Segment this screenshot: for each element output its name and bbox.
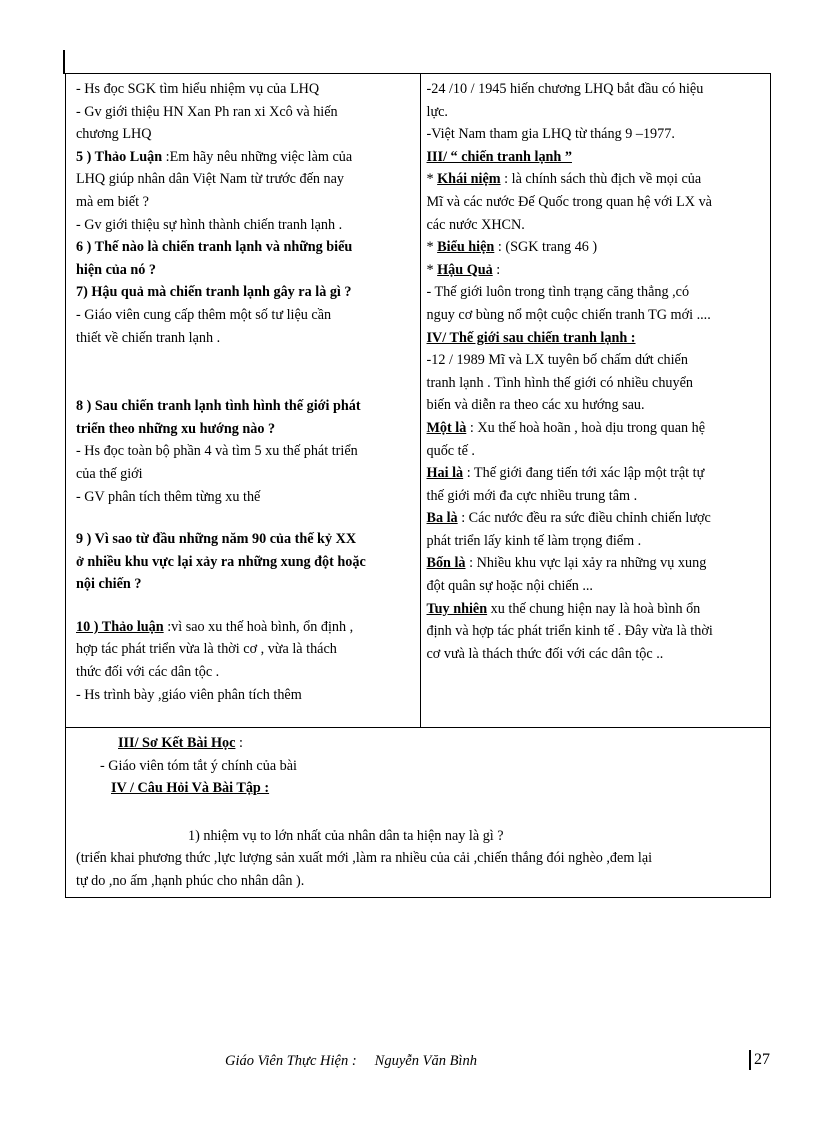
right-line: -Việt Nam tham gia LHQ từ tháng 9 –1977.: [426, 126, 675, 143]
left-line: hợp tác phát triển vừa là thời cơ , vừa là thách: [76, 641, 337, 658]
section-heading-cold-war: III/ “ chiến tranh lạnh ”: [426, 148, 572, 165]
summary-heading: III/ Sơ Kết Bài Học :: [118, 735, 243, 751]
question-7: 7) Hậu quả mà chiến tranh lạnh gây ra là gì ?: [76, 284, 352, 301]
teacher-activities-column: [66, 74, 421, 728]
right-line: cơ vưà là thách thức đối với các dân tộc ..: [426, 645, 664, 662]
right-line: đột quân sự hoặc nội chiến ...: [426, 578, 593, 595]
exercise-heading: IV / Câu Hỏi Và Bài Tập :: [111, 780, 270, 797]
left-line: - Gv giới thiệu HN Xan Ph ran xi Xcô và hiến: [76, 103, 338, 120]
right-line: biến và diễn ra theo các xu hướng sau.: [426, 397, 645, 414]
trend-one: Một là : Xu thế hoà hoãn , hoà dịu trong quan hệ: [426, 419, 706, 436]
discussion-5: 5 ) Thảo Luận :Em hãy nêu những việc làm của: [76, 148, 353, 165]
right-line: các nước XHCN.: [426, 216, 525, 233]
margin-bar: [63, 50, 65, 74]
left-line: thức đối với các dân tộc .: [76, 664, 220, 681]
trend-four: Bốn là : Nhiều khu vực lại xảy ra những vụ xung: [426, 555, 707, 572]
trend-three: Ba là : Các nước đều ra sức điều chỉnh chiến lược: [426, 510, 711, 527]
right-line: tranh lạnh . Tình hình thế giới có nhiều chuyển: [426, 374, 694, 391]
teacher-name: Nguyễn Văn Bình: [374, 1053, 477, 1069]
right-line: thế giới mới đa cực nhiều trung tâm .: [426, 487, 638, 504]
page-number: 27: [749, 1050, 770, 1070]
discussion-10: 10 ) Thảo luận :vì sao xu thế hoà bình, ổn định ,: [76, 618, 354, 635]
right-line: -24 /10 / 1945 hiến chương LHQ bắt đầu có hiệu: [426, 81, 704, 97]
right-line: - Thế giới luôn trong tình trạng căng thẳng ,có: [426, 284, 690, 301]
question-8: 8 ) Sau chiến tranh lạnh tình hình thế giới phát: [76, 398, 361, 415]
question-6-cont: hiện của nó ?: [76, 261, 157, 278]
manifestation-line: * Biểu hiện : (SGK trang 46 ): [426, 239, 598, 256]
right-line: định và hợp tác phát triển kinh tế . Đây vừa là thời: [426, 623, 713, 640]
section-heading-after-cold-war: IV/ Thế giới sau chiến tranh lạnh :: [426, 329, 636, 346]
right-line: phát triển lấy kinh tế làm trọng điểm .: [426, 532, 642, 549]
spacer: [76, 596, 412, 616]
summary-cell: [66, 728, 771, 898]
spacer: [76, 800, 762, 825]
left-line: của thế giới: [76, 465, 143, 482]
left-line: thiết về chiến tranh lạnh .: [76, 329, 221, 346]
content-row: [66, 74, 771, 728]
spacer: [76, 508, 412, 528]
content-column: [420, 74, 771, 728]
question-8-cont: triển theo những xu hướng nào ?: [76, 420, 276, 437]
spacer: [76, 349, 412, 395]
exercise-answer: tự do ,no ấm ,hạnh phúc cho nhân dân ).: [76, 872, 305, 889]
summary-row: [66, 728, 771, 898]
right-line: lực.: [426, 103, 448, 120]
right-line: Mĩ và các nước Đế Quốc trong quan hệ với LX và: [426, 193, 712, 210]
right-line: nguy cơ bùng nổ một cuộc chiến tranh TG mới ....: [426, 306, 711, 323]
question-9-cont: ở nhiều khu vực lại xảy ra những xung đột hoặc: [76, 553, 366, 570]
left-line: - Hs trình bày ,giáo viên phân tích thêm: [76, 686, 302, 703]
right-line: -12 / 1989 Mĩ và LX tuyên bố chấm dứt chiến: [426, 352, 688, 369]
left-line: - Hs đọc SGK tìm hiểu nhiệm vụ của LHQ: [76, 81, 320, 97]
left-line: - Hs đọc toàn bộ phần 4 và tìm 5 xu thế phát triển: [76, 443, 358, 460]
question-9: 9 ) Vì sao từ đầu những năm 90 của thế kỷ XX: [76, 531, 357, 548]
left-line: - Giáo viên cung cấp thêm một số tư liệu cần: [76, 306, 332, 323]
right-line: quốc tế .: [426, 442, 475, 459]
trend-two: Hai là : Thế giới đang tiến tới xác lập một trật tự: [426, 465, 705, 482]
footer-signature: [225, 1053, 477, 1070]
footer-label: Giáo Viên Thực Hiện :: [225, 1053, 357, 1069]
left-line: - Gv giới thiệu sự hình thành chiến tranh lạnh .: [76, 216, 343, 233]
left-line: LHQ giúp nhân dân Việt Nam từ trước đến nay: [76, 171, 345, 188]
concept-line: * Khái niệm : là chính sách thù địch về mọi của: [426, 171, 702, 188]
exercise-question: 1) nhiệm vụ to lớn nhất của nhân dân ta hiện nay là gì ?: [188, 827, 504, 844]
consequence-line: * Hậu Quả :: [426, 261, 501, 278]
summary-line: - Giáo viên tóm tắt ý chính của bài: [100, 757, 297, 774]
exercise-answer: (triển khai phương thức ,lực lượng sản xuất mới ,làm ra nhiều của cải ,chiến thắng đói nghèo ,đem lại: [76, 850, 653, 867]
left-line: mà em biết ?: [76, 193, 149, 210]
question-6: 6 ) Thế nào là chiến tranh lạnh và những biểu: [76, 239, 353, 256]
question-9-end: nội chiến ?: [76, 576, 142, 593]
however-line: Tuy nhiên xu thế chung hiện nay là hoà bình ổn: [426, 600, 701, 617]
left-line: chương LHQ: [76, 126, 152, 143]
left-line: - GV phân tích thêm từng xu thế: [76, 488, 261, 505]
lesson-table: [65, 73, 771, 898]
